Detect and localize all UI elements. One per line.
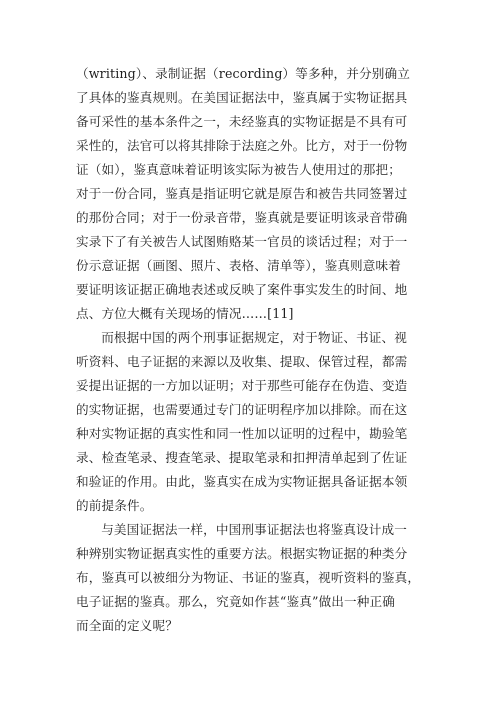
text-line: 的实物证据，也需要通过专门的证明程序加以排除。而在这	[76, 402, 408, 417]
text-line: 和验证的作用。由此，鉴真实在成为实物证据具备证据本领	[76, 474, 408, 489]
text-line: 与美国证据法一样，中国刑事证据法也将鉴真设计成一	[101, 522, 408, 537]
text-line: 备可采性的基本条件之一，未经鉴真的实物证据是不具有可	[76, 114, 408, 129]
text-line: 了具体的鉴真规则。在美国证据法中，鉴真属于实物证据具	[76, 90, 408, 105]
text-line: 对于一份合同，鉴真是指证明它就是原告和被告共同签署过	[76, 186, 408, 201]
text-line: 听资料、电子证据的来源以及收集、提取、保管过程，都需	[76, 354, 408, 369]
document-page	[76, 62, 428, 638]
paragraph-2	[76, 326, 428, 518]
text-line: 要证明该证据正确地表述或反映了案件事实发生的时间、地	[76, 282, 408, 297]
text-line: 证（如），鉴真意味着证明该实际为被告人使用过的那把；	[76, 162, 402, 177]
text-line: 的那份合同；对于一份录音带，鉴真就是要证明该录音带确	[76, 210, 408, 225]
text-line: 份示意证据（画图、照片、表格、清单等），鉴真则意味着	[76, 258, 402, 273]
text-line: 电子证据的鉴真。那么，究竟如作甚“鉴真”做出一种正确	[76, 594, 396, 609]
text-line: 而根据中国的两个刑事证据规定，对于物证、书证、视	[101, 330, 408, 345]
text-line: 种对实物证据的真实性和同一性加以证明的过程中，勘验笔	[76, 426, 408, 441]
text-line: 的前提条件。	[76, 498, 153, 513]
text-line: 妥提出证据的一方加以证明；对于那些可能存在伪造、变造	[76, 378, 408, 393]
text-line: 采性的，法官可以将其排除于法庭之外。比方，对于一份物	[76, 138, 408, 153]
paragraph-1	[76, 62, 428, 326]
text-line: 而全面的定义呢？	[76, 618, 178, 633]
text-line: 布，鉴真可以被细分为物证、书证的鉴真，视听资料的鉴真，	[76, 570, 421, 585]
text-line: 录、检查笔录、搜查笔录、提取笔录和扣押清单起到了佐证	[76, 450, 408, 465]
paragraph-3	[76, 518, 428, 638]
text-line: 种辨别实物证据真实性的重要方法。根据实物证据的种类分	[76, 546, 408, 561]
text-line: （writing）、录制证据（recording）等多种，并分别确立	[76, 66, 410, 81]
text-line: 实录下了有关被告人试图贿赂某一官员的谈话过程；对于一	[76, 234, 408, 249]
text-line: 点、方位大概有关现场的情况……[11]	[76, 306, 294, 321]
